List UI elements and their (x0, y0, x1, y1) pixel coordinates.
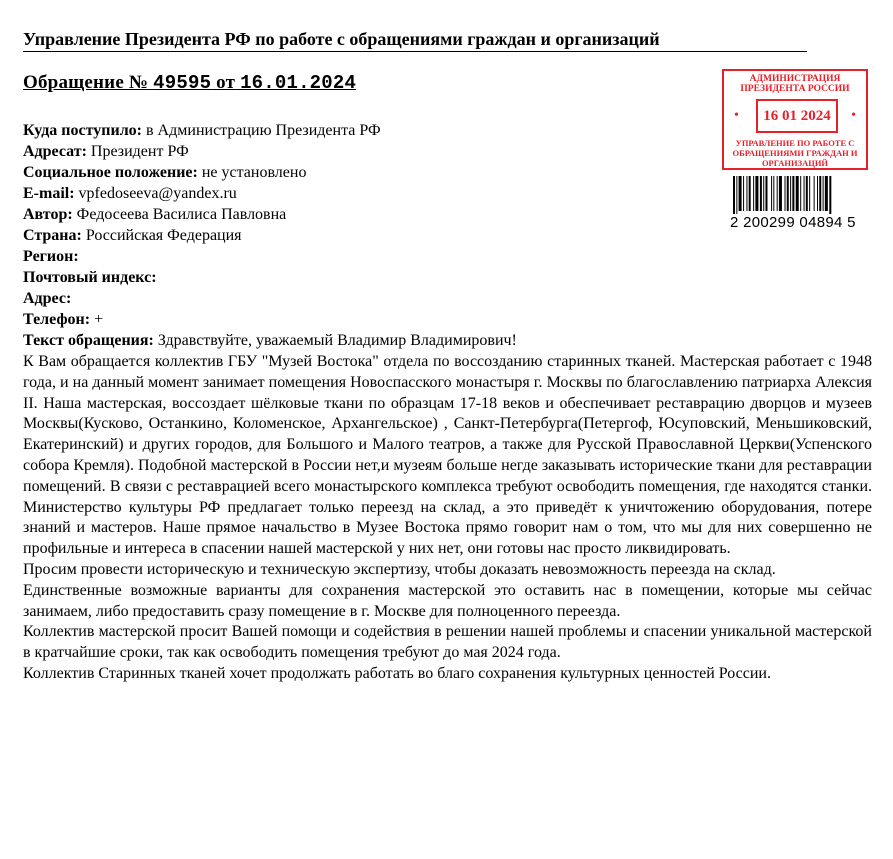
field-label: Социальное положение: (23, 164, 198, 181)
appeal-body (23, 352, 872, 685)
field-addressee (23, 141, 517, 162)
stamp-top-text: АДМИНИСТРАЦИЯ ПРЕЗИДЕНТА РОССИИ (740, 74, 850, 94)
appeal-from: от (216, 72, 236, 93)
field-email (23, 183, 517, 204)
field-label: Автор: (23, 206, 73, 223)
field-address (23, 288, 517, 309)
body-paragraph: К Вам обращается коллектив ГБУ "Музей Востока" отдела по воссозданию старинных тканей. Мастерская работает с 1948 года, и на данный момент занимает помещения Новоспасского монастыря г. Москвы по благославлению патриарха Алексия II. Наша мастерская, воссоздает шёлковые ткани по образцам 17-18 веков и обеспечивает реставрацию дворцов и музеев Москвы(Кусково, Останкино, Коломенское, Архангельское) , Санкт-Петербурга(Петергоф, Юсуповский, Меньшиковский, Екатеринский) и других городов, для Большого и Малого театров, а также для Русской Православной Церкви(Успенского собора Кремля). Подобной мастерской в России нет,и музеям больше негде заказывать исторические ткани для реставрации помещений. В связи с реставрацией всего монастырского комплекса требуют освободить помещения, где находятся станки. Министерство культуры РФ предлагает только переезд на склад, а это приведёт к уничтожению оборудования, потере знаний и мастеров. Наше прямое начальство в Музее Востока прямо говорит нам о том, что мы для них совершенно не профильные и интереса в спасении нашей мастерской у них нет, они готовы нас просто ликвидировать. (23, 353, 872, 558)
body-paragraph: Коллектив мастерской просит Вашей помощи и содействия в решении нашей проблемы и спасении уникальной мастерской в кратчайшие сроки, так как освободить помещения требуют до мая 2024 года. (23, 623, 872, 662)
field-label: Куда поступило: (23, 122, 142, 139)
field-label: Адрес: (23, 290, 72, 307)
field-destination (23, 120, 517, 141)
field-label: Адресат: (23, 143, 87, 160)
field-value: Федосеева Василиса Павловна (76, 206, 287, 223)
appeal-number: 49595 (153, 72, 212, 94)
stamp-dot-icon: • (734, 108, 739, 123)
field-label: Текст обращения: (23, 332, 154, 349)
field-label: Страна: (23, 227, 82, 244)
appeal-title (23, 72, 356, 94)
appeal-prefix: Обращение № (23, 72, 149, 93)
field-value: + (94, 311, 104, 328)
stamp-bottom-text: УПРАВЛЕНИЕ ПО РАБОТЕ С ОБРАЩЕНИЯМИ ГРАЖДАН И ОРГАНИЗАЦИЙ (732, 138, 858, 168)
field-value: Российская Федерация (85, 227, 242, 244)
field-value: Президент РФ (90, 143, 189, 160)
field-value: в Администрацию Президента РФ (146, 122, 381, 139)
field-social-status (23, 162, 517, 183)
appeal-fields (23, 120, 517, 351)
field-author (23, 204, 517, 225)
body-paragraph: Коллектив Старинных тканей хочет продолжать работать во благо сохранения культурных ценностей России. (23, 664, 771, 682)
stamp-date: 16 01 2024 (756, 99, 838, 133)
barcode-number: 2 200299 04894 5 (730, 214, 856, 231)
field-appeal-text (23, 330, 517, 351)
field-label: E-mail: (23, 185, 75, 202)
field-phone (23, 309, 517, 330)
field-region (23, 246, 517, 267)
body-paragraph: Единственные возможные варианты для сохранения мастерской это оставить нас в помещении, которые мы сейчас занимаем, либо предоставить сразу помещение в г. Москве для полноценного переезда. (23, 581, 872, 620)
appeal-date: 16.01.2024 (240, 72, 357, 94)
body-paragraph: Просим провести историческую и техническую экспертизу, чтобы доказать невозможность переезда на склад. (23, 560, 776, 578)
registration-stamp (722, 69, 868, 170)
field-value: Здравствуйте, уважаемый Владимир Владимирович! (157, 332, 517, 349)
field-country (23, 225, 517, 246)
field-value: не установлено (201, 164, 307, 181)
barcode-icon (733, 176, 861, 214)
field-label: Телефон: (23, 311, 91, 328)
field-label: Почтовый индекс: (23, 269, 157, 286)
document-header: Управление Президента РФ по работе с обращениями граждан и организаций (23, 28, 807, 52)
field-value: vpfedoseeva@yandex.ru (78, 185, 237, 202)
field-label: Регион: (23, 248, 79, 265)
field-postal-code (23, 267, 517, 288)
stamp-dot-icon: • (851, 108, 856, 123)
